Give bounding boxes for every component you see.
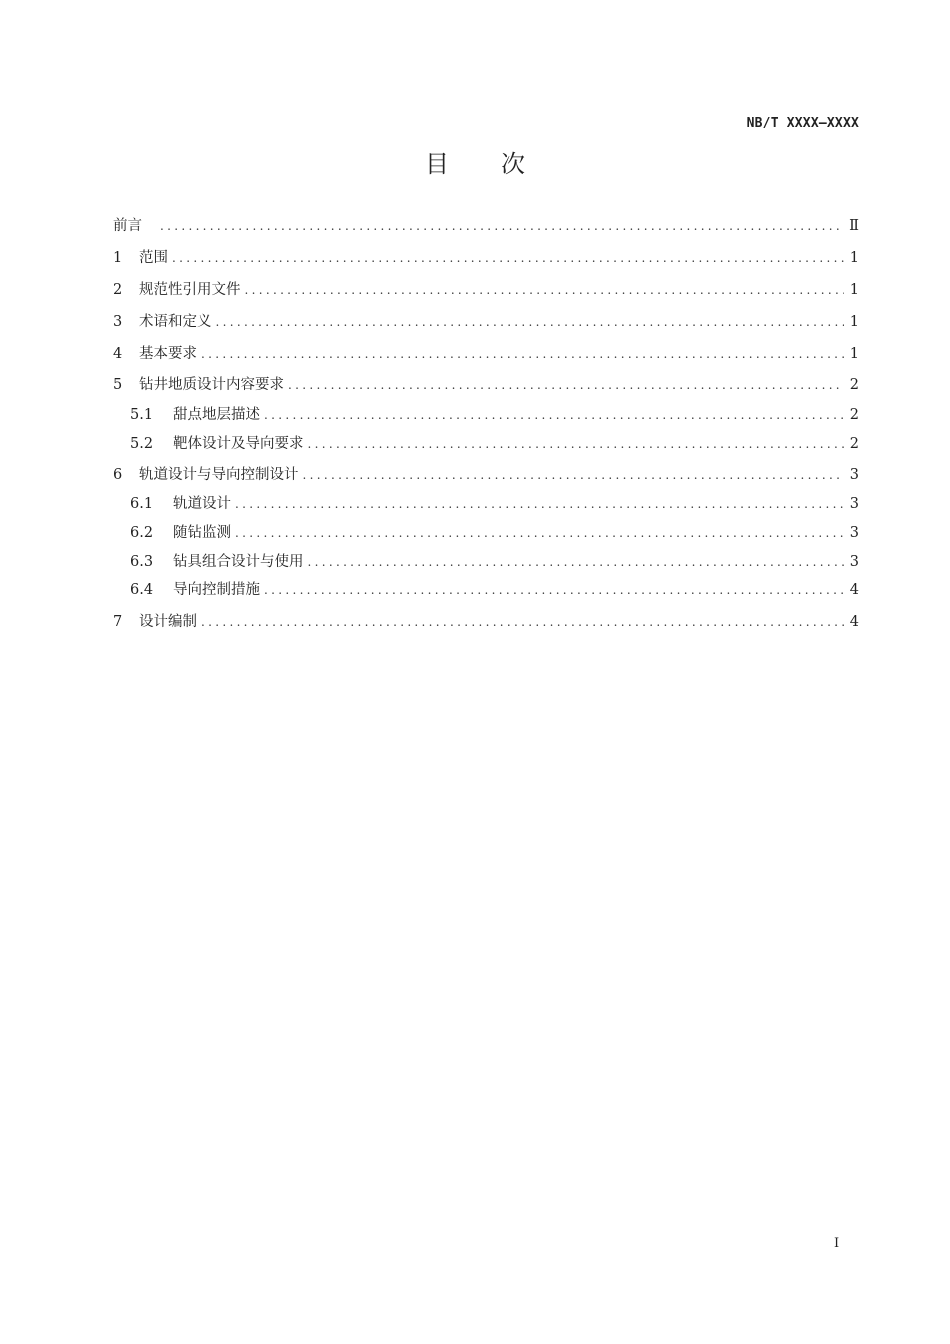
toc-entry-number: 1	[113, 250, 123, 266]
toc-entry[interactable]	[113, 375, 859, 395]
toc-entry-page: Ⅱ	[849, 218, 859, 234]
toc-entry-page: 1	[849, 346, 859, 362]
toc-entry-number: 6.1	[130, 496, 154, 512]
toc-entry-page: 2	[849, 436, 859, 452]
toc-entry-page: 1	[849, 314, 859, 330]
toc-entry-page: 2	[849, 377, 859, 393]
toc-entry-number: 6.3	[130, 554, 154, 570]
dot-leader	[308, 552, 844, 572]
toc-entry-page: 3	[849, 496, 859, 512]
toc-entry-page: 2	[849, 407, 859, 423]
toc-entry[interactable]	[113, 280, 859, 300]
toc-entry[interactable]	[130, 494, 859, 514]
toc-entry[interactable]	[113, 216, 859, 236]
toc-entry[interactable]	[113, 312, 859, 332]
toc-entry-page: 3	[849, 525, 859, 541]
toc-entry-number: 2	[113, 282, 123, 298]
dot-leader	[201, 344, 844, 364]
toc-entry-page: 4	[849, 582, 859, 598]
toc-entry-label: 前言	[113, 218, 142, 234]
toc-entry-page: 4	[849, 614, 859, 630]
toc-entry-number: 6	[113, 467, 123, 483]
dot-leader	[201, 612, 844, 632]
toc-entry-page: 3	[849, 467, 859, 483]
toc-entry-label: 钻具组合设计与使用	[173, 554, 304, 570]
dot-leader	[303, 465, 844, 485]
toc-entry-number: 3	[113, 314, 123, 330]
toc-entry-label: 甜点地层描述	[173, 407, 260, 423]
toc-entry-label: 钻井地质设计内容要求	[139, 377, 284, 393]
dot-leader	[235, 494, 844, 514]
toc-entry[interactable]	[113, 248, 859, 268]
toc-entry[interactable]	[113, 344, 859, 364]
toc-entry[interactable]	[130, 434, 859, 454]
page-title	[0, 144, 950, 179]
dot-leader	[245, 280, 844, 300]
toc-entry-label: 导向控制措施	[173, 582, 260, 598]
title-part-1: 目	[425, 150, 449, 178]
toc-entry-label: 轨道设计与导向控制设计	[139, 467, 299, 483]
dot-leader	[288, 375, 844, 395]
dot-leader	[216, 312, 844, 332]
toc-entry-label: 术语和定义	[139, 314, 212, 330]
dot-leader	[172, 248, 844, 268]
dot-leader	[235, 523, 844, 543]
toc-entry-page: 1	[849, 282, 859, 298]
toc-entry-label: 范围	[139, 250, 168, 266]
toc-entry[interactable]	[130, 523, 859, 543]
dot-leader	[264, 405, 844, 425]
toc-entry-label: 轨道设计	[173, 496, 231, 512]
toc-entry-number: 5.2	[130, 436, 154, 452]
toc-entry[interactable]	[130, 552, 859, 572]
toc-entry[interactable]	[113, 612, 859, 632]
page-number: I	[834, 1236, 840, 1251]
toc-entry-page: 3	[849, 554, 859, 570]
toc-entry-number: 4	[113, 346, 123, 362]
dot-leader	[264, 580, 844, 600]
toc-entry-label: 基本要求	[139, 346, 197, 362]
toc-entry-label: 规范性引用文件	[139, 282, 241, 298]
toc-entry-number: 6.2	[130, 525, 154, 541]
toc-entry-label: 设计编制	[139, 614, 197, 630]
document-code: NB/T XXXX—XXXX	[746, 116, 859, 131]
toc-entry-number: 5.1	[130, 407, 154, 423]
title-part-2: 次	[501, 150, 525, 178]
dot-leader	[160, 216, 843, 236]
toc-entry-number: 7	[113, 614, 123, 630]
toc-entry-number: 6.4	[130, 582, 154, 598]
toc-entry-number: 5	[113, 377, 123, 393]
toc-entry-label: 靶体设计及导向要求	[173, 436, 304, 452]
toc-entry[interactable]	[130, 580, 859, 600]
toc-entry[interactable]	[130, 405, 859, 425]
toc-entry-label: 随钻监测	[173, 525, 231, 541]
dot-leader	[308, 434, 844, 454]
toc-entry-page: 1	[849, 250, 859, 266]
toc-entry[interactable]	[113, 465, 859, 485]
